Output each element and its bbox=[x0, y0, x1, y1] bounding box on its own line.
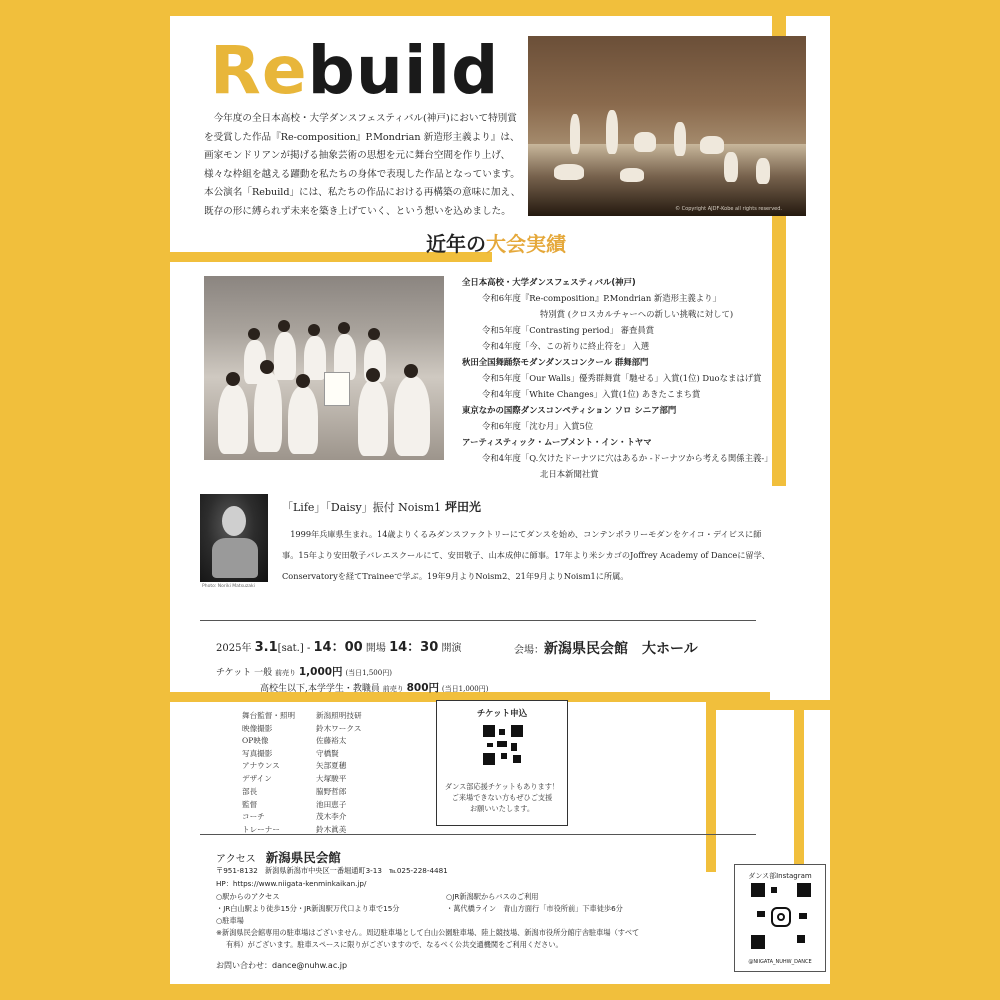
staff-role: 写真撮影 bbox=[242, 748, 273, 758]
ticket-qr-code[interactable] bbox=[483, 725, 523, 765]
event-date: 3.1 bbox=[254, 640, 278, 655]
venue-label: 会場： bbox=[514, 645, 544, 656]
instagram-box bbox=[734, 864, 826, 972]
result-line: アーティスティック・ムーブメント・イン・トヤマ bbox=[462, 437, 652, 447]
ticket-pre-label: 前売り bbox=[274, 669, 296, 677]
result-line: 令和6年度『Re-composition』P.Mondrian 新造形主義より」 bbox=[482, 293, 721, 303]
staff-role: アナウンス bbox=[242, 761, 280, 770]
deco-bar bbox=[794, 700, 804, 870]
open-time: 14：00 bbox=[313, 640, 363, 655]
station-access-heading: ○駅からのアクセス bbox=[216, 892, 280, 901]
open-label: 開場 bbox=[365, 643, 386, 654]
page-title bbox=[210, 32, 500, 109]
divider bbox=[200, 834, 756, 835]
result-line: 秋田全国舞踊祭モダンダンスコンクール 群舞部門 bbox=[462, 357, 649, 367]
intro-text: 今年度の全日本高校・大学ダンスフェスティバル(神戸)において特別賞を受賞した作品『Re-composition』P.Mondrian 新造形主義より』は、画家モンドリアンが掲げる抽象芸術の思想を元に舞台空間を作り上げ、様々な枠組を越える躍動を私たちの身体で表現した作品となっています。本公演名「Rebuild」には、私たちの作品における再構築の意味に加え、既存の形に縛られず未来を築き上げていく、という想いを込めました。 bbox=[204, 113, 521, 217]
club-role: 部長 bbox=[242, 787, 258, 796]
poster-sheet bbox=[170, 16, 830, 984]
staff-name: 佐藤裕太 bbox=[316, 736, 347, 745]
station-access-detail: ・JR白山駅より徒歩15分・JR新潟駅万代口より車で15分 bbox=[216, 904, 400, 913]
parking-detail: ※新潟県民会館専用の駐車場はございません。周辺駐車場として白山公園駐車場、陸上競技場、新潟市役所分館庁舎駐車場（すべて bbox=[216, 928, 640, 937]
title-re: Re bbox=[210, 32, 308, 109]
venue-address: 〒951-8132 新潟県新潟市中央区一番堀通町3-13 ℡025-228-4481 bbox=[216, 866, 448, 875]
club-name: 脇野哲郎 bbox=[316, 787, 347, 796]
choreographer-bio: 1999年兵庫県生まれ。14歳よりくるみダンスファクトリーにてダンスを始め、コンテンポラリーモダンをケイコ・デイビスに師事。15年より安田敬子バレエスクールにて、安田敬子、山本成伸に師事。17年より米シカゴのJoffrey Academy of Danceに留学、Conservatoryを経てTraineeで学ぶ。19年9月よりNoism2、21年9月よりNoism1に所属。 bbox=[282, 529, 770, 581]
results-heading bbox=[426, 228, 566, 257]
ticket-box-note: ダンス部応援チケットもあります！ ご来場できない方もぜひご支援 お願いいたします。 bbox=[444, 782, 560, 813]
parking-detail: 有料）がございます。駐車スペースに限りがございますので、なるべく公共交通機関をご利用ください。 bbox=[226, 940, 563, 949]
club-role: トレーナー bbox=[242, 824, 280, 834]
access-label: アクセス bbox=[216, 854, 256, 865]
choreographer-role: 「Life」「Daisy」振付 Noism1 bbox=[282, 501, 441, 514]
result-line: 令和4年度「Q.欠けたドーナツに穴はあるか -ドーナツから考える関係主義-」 bbox=[482, 453, 773, 463]
club-name: 鈴木眞美 bbox=[316, 824, 347, 834]
staff-role: 舞台監督・照明 bbox=[242, 711, 296, 720]
photo-copyright: © Copyright AJDF-Kobe all rights reserved. bbox=[675, 206, 782, 212]
choreographer-title bbox=[282, 498, 481, 515]
venue-name: 新潟県民会館 大ホール bbox=[544, 641, 698, 657]
club-name: 茂木李介 bbox=[316, 812, 347, 821]
divider bbox=[200, 620, 756, 621]
staff-role: デザイン bbox=[242, 773, 272, 783]
staff-name: 矢部夏穂 bbox=[316, 761, 347, 770]
results-list bbox=[462, 274, 822, 482]
ticket-general bbox=[216, 664, 392, 679]
staff-role: 映像撮影 bbox=[242, 723, 273, 733]
photo-credit: Photo: Noriki Matsuzaki bbox=[202, 584, 255, 589]
event-venue bbox=[514, 638, 698, 658]
result-line: 令和5年度「Contrasting period」 審査員賞 bbox=[482, 325, 655, 335]
staff-role: OP映像 bbox=[242, 736, 269, 745]
result-line: 全日本高校・大学ダンスフェスティバル(神戸) bbox=[462, 277, 636, 287]
award-certificate bbox=[324, 372, 350, 406]
ticket-box-title: チケット申込 bbox=[476, 709, 528, 719]
ticket-general-price: 1,000円 bbox=[298, 666, 343, 678]
result-line: 令和5年度「Our Walls」優秀群舞賞「馳せる」入賞(1位) Duoなまはげ賞 bbox=[482, 373, 762, 383]
ticket-student-price: 800円 bbox=[406, 682, 440, 694]
result-line: 東京なかの国際ダンスコンペティション ソロ シニア部門 bbox=[462, 405, 677, 415]
results-heading-highlight: 大会実績 bbox=[486, 232, 566, 256]
start-label: 開演 bbox=[441, 643, 462, 654]
club-names bbox=[316, 786, 346, 836]
staff-name: 新潟照明技研 bbox=[316, 711, 362, 720]
ticket-label: チケット bbox=[216, 668, 252, 678]
results-heading-prefix: 近年の bbox=[426, 232, 486, 256]
bus-access-heading: ○JR新潟駅からバスのご利用 bbox=[446, 892, 539, 901]
instagram-title: ダンス部Instagram bbox=[748, 872, 812, 880]
club-role: コーチ bbox=[242, 812, 265, 821]
staff-roles bbox=[242, 710, 295, 785]
result-line: 北日本新聞社賞 bbox=[540, 469, 599, 479]
staff-name: 鈴木ワークス bbox=[316, 723, 362, 733]
ticket-general-label: 一般 bbox=[254, 668, 273, 678]
parking-heading: ○駐車場 bbox=[216, 916, 244, 925]
group-photo bbox=[204, 276, 444, 460]
result-line: 令和4年度「今、この祈りに終止符を」 入選 bbox=[482, 341, 650, 351]
staff-name: 大塚駿平 bbox=[316, 773, 347, 783]
access-heading bbox=[216, 848, 341, 866]
instagram-handle: @NIIGATA_NUHW_DANCE bbox=[748, 959, 812, 965]
event-day: [sat.] bbox=[277, 643, 304, 654]
club-name: 池田恵子 bbox=[316, 799, 347, 809]
ticket-general-door: (当日1,500円) bbox=[345, 669, 392, 677]
choreographer-name: 坪田光 bbox=[445, 500, 482, 514]
access-venue: 新潟県民会館 bbox=[265, 850, 341, 865]
deco-bar bbox=[706, 692, 716, 872]
stage-photo bbox=[528, 36, 806, 216]
staff-names bbox=[316, 710, 362, 785]
deco-bar bbox=[706, 700, 830, 710]
staff-name: 守橋賢 bbox=[316, 748, 339, 758]
venue-homepage-link[interactable]: HP：https://www.niigata-kenminkaikan.jp/ bbox=[216, 879, 367, 888]
event-datetime: 2025年 3.1[sat.] - 14：00 開場 14：30 開演 bbox=[216, 640, 462, 655]
title-build: build bbox=[307, 32, 500, 109]
contact-email[interactable]: お問い合わせ：dance@nuhw.ac.jp bbox=[216, 961, 348, 970]
club-roles bbox=[242, 786, 280, 836]
instagram-icon bbox=[771, 907, 791, 927]
result-line: 令和4年度「White Changes」入賞(1位) あきたこまち賞 bbox=[482, 389, 701, 399]
ticket-student bbox=[260, 680, 488, 695]
ticket-pre-label: 前売り bbox=[382, 685, 404, 693]
result-line: 令和6年度「沈む月」入賞5位 bbox=[482, 421, 594, 431]
bus-access-detail: ・萬代橋ライン 青山方面行「市役所前」下車徒歩6分 bbox=[446, 904, 623, 913]
choreographer-photo bbox=[200, 494, 268, 582]
ticket-student-label: 高校生以下,本学学生・教職員 bbox=[260, 684, 380, 694]
ticket-application-box bbox=[436, 700, 568, 826]
club-role: 監督 bbox=[242, 799, 258, 809]
ticket-student-door: (当日1,000円) bbox=[441, 685, 489, 693]
start-time: 14：30 bbox=[389, 640, 439, 655]
event-year: 2025年 bbox=[216, 643, 252, 654]
result-line: 特別賞 (クロスカルチャーへの新しい挑戦に対して) bbox=[540, 309, 734, 319]
